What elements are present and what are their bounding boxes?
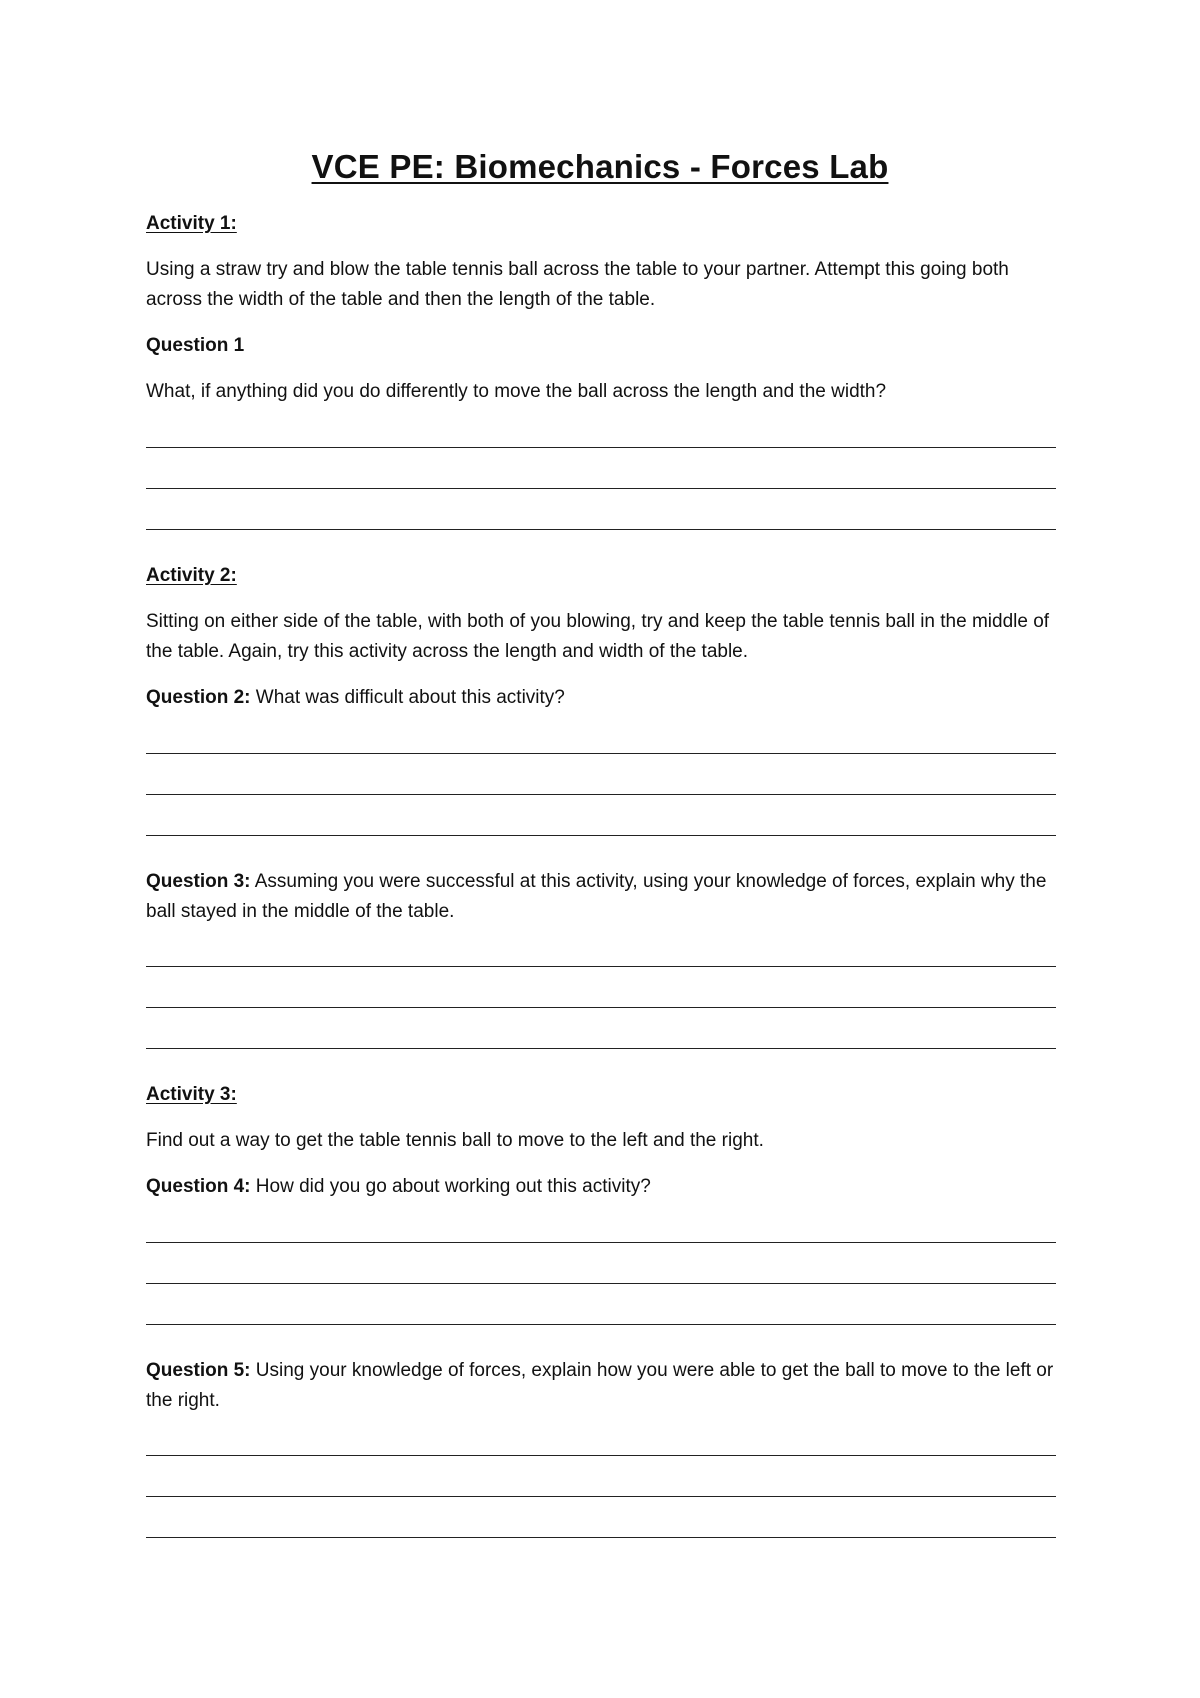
question-3 [146,867,1066,927]
answer-line-q2-3[interactable] [146,835,1056,836]
answer-line-q4-1[interactable] [146,1242,1056,1243]
answer-line-q5-2[interactable] [146,1496,1056,1497]
question-4 [146,1172,1066,1202]
question-2-text: What was difficult about this activity? [255,687,565,708]
activity-2-text: Sitting on either side of the table, with both of you blowing, try and keep the table tennis ball in the middle of the table. Again, try this activity across the length and width of the table. [146,611,1050,662]
answer-line-q3-3[interactable] [146,1048,1056,1049]
answer-line-q1-1[interactable] [146,447,1056,448]
answer-line-q2-1[interactable] [146,753,1056,754]
answer-line-q1-3[interactable] [146,529,1056,530]
question-1-label: Question 1 [146,335,245,356]
question-4-label: Question 4: [146,1176,251,1197]
activity-1-text: Using a straw try and blow the table tennis ball across the table to your partner. Attempt this going both across the width of the table and then the length of the table. [146,259,1009,310]
question-5 [146,1356,1066,1416]
page-title: VCE PE: Biomechanics - Forces Lab [311,148,889,185]
answer-line-q3-1[interactable] [146,966,1056,967]
activity-2-heading: Activity 2: [146,565,237,586]
answer-line-q2-2[interactable] [146,794,1056,795]
answer-line-q4-2[interactable] [146,1283,1056,1284]
question-2-label: Question 2: [146,687,251,708]
activity-1-heading: Activity 1: [146,213,237,234]
activity-3-text: Find out a way to get the table tennis ball to move to the left and the right. [146,1130,764,1151]
question-5-text: Using your knowledge of forces, explain how you were able to get the ball to move to the left or the right. [146,1360,1054,1411]
answer-line-q3-2[interactable] [146,1007,1056,1008]
question-4-text: How did you go about working out this activity? [255,1176,651,1197]
question-3-text: Assuming you were successful at this activity, using your knowledge of forces, explain why the ball stayed in the middle of the table. [146,871,1047,922]
question-3-label: Question 3: [146,871,251,892]
question-2 [146,683,1066,713]
answer-line-q5-1[interactable] [146,1455,1056,1456]
question-5-label: Question 5: [146,1360,251,1381]
answer-line-q4-3[interactable] [146,1324,1056,1325]
answer-line-q1-2[interactable] [146,488,1056,489]
activity-3-heading: Activity 3: [146,1084,237,1105]
question-1-text: What, if anything did you do differently to move the ball across the length and the width? [146,381,887,402]
answer-line-q5-3[interactable] [146,1537,1056,1538]
